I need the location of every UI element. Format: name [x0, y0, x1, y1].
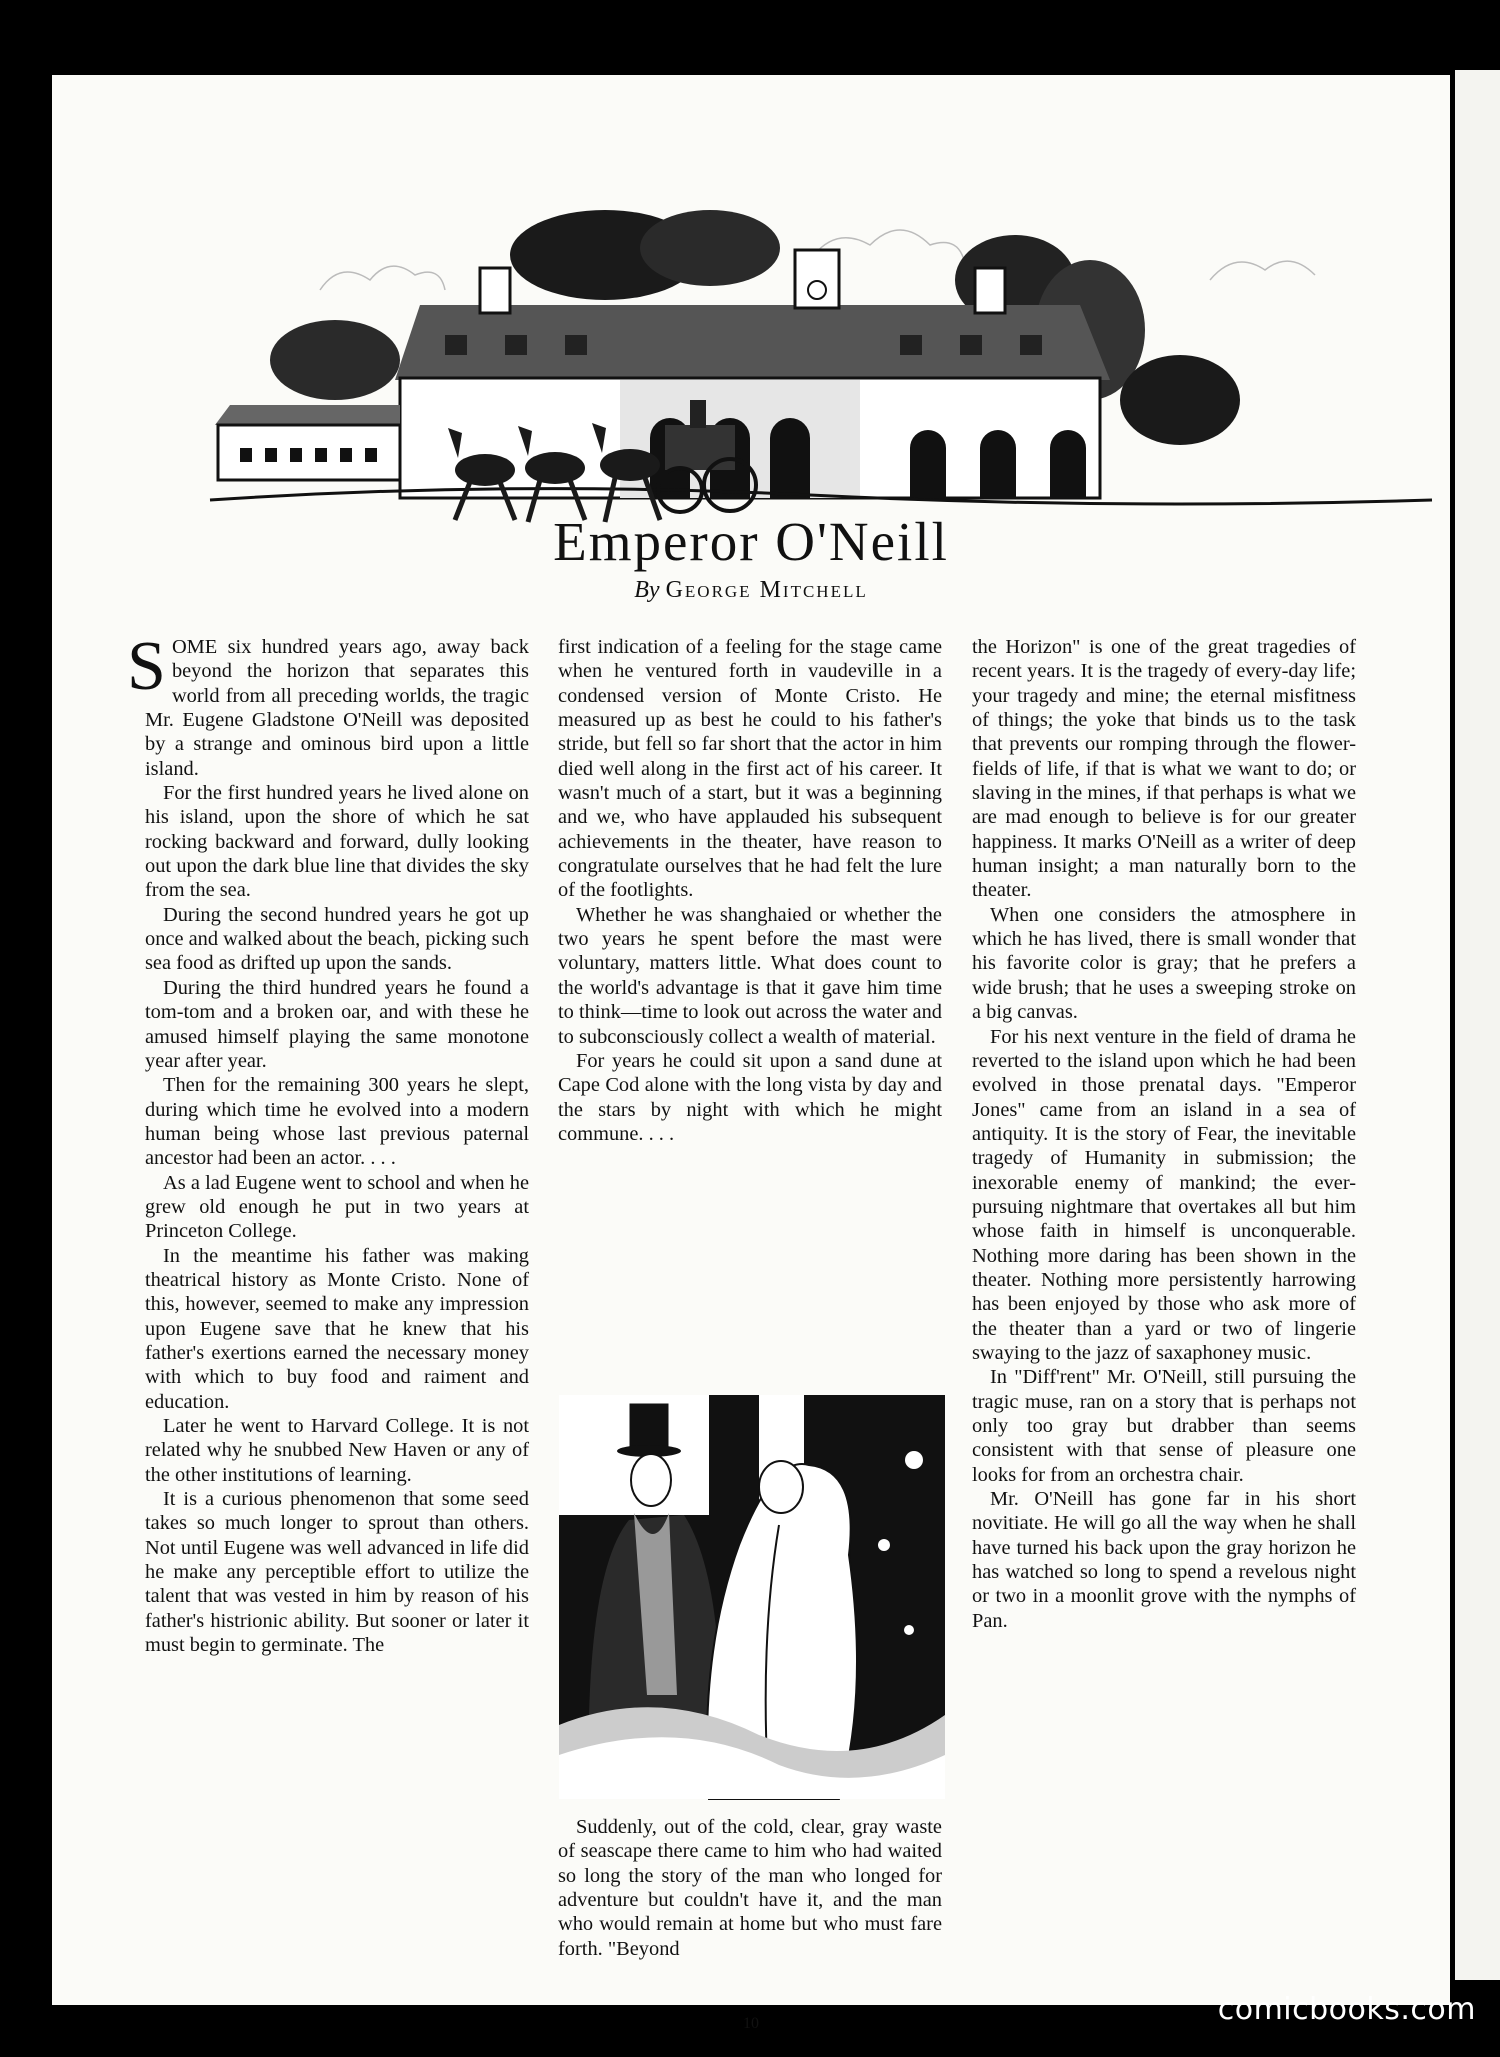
text-column-2-continued [558, 1815, 942, 1961]
tree-far-right-low [1120, 355, 1240, 445]
light-dot [878, 1539, 890, 1551]
paragraph: Whether he was shanghaied or whether the two years he spent before the mast were voluntary, matters little. What does count to the world's advantage is that it gave him time to think—time to look out across the water and to subconsciously collect a wealth of material. [558, 903, 942, 1048]
carriage-driver [690, 400, 706, 428]
paragraph: In the meantime his father was making theatrical history as Monte Cristo. None of this, however, seemed to make any impression upon Eugene save that he knew that his father's exertions earned the necessary money with which to buy food and raiment and education. [145, 1244, 529, 1413]
drop-cap: S [127, 628, 166, 705]
light-dot [905, 1451, 923, 1469]
paragraph: first indication of a feeling for the stage came when he ventured forth in vaudeville in a condensed version of Monte Cristo. He measured up as best he could to his father's stride, but fell so far short that the actor in him died well along in the first act of his career. It wasn't much of a start, but it was a beginning and we, who have applauded his subsequent achievements in the theater, have reason to congratulate ourselves that he had felt the lure of the footlights. [558, 636, 942, 902]
text-column-3 [972, 635, 1356, 1633]
paragraph: In "Diff'rent" Mr. O'Neill, still pursuing the tragic muse, ran on a story that is perhaps not only too gray but drabber than seems consistent with that sense of pleasure one looks for from an orchestra chair. [972, 1366, 1356, 1486]
byline-author: George Mitchell [665, 577, 868, 603]
paragraph: It is a curious phenomenon that some seed takes so much longer to sprout than others. Not until Eugene was well advanced in life did he make any perceptible effort to utilize the talent that was vested in him by reason of his father's histrionic ability. But sooner or later it must begin to germinate. The [145, 1488, 529, 1657]
paragraph: For years he could sit upon a sand dune at Cape Cod alone with the long vista by day and the stars by night with which he might commune. . . . [558, 1049, 942, 1145]
byline [52, 577, 1450, 604]
paragraph: For his next venture in the field of drama he reverted to the island upon which he had been evolved in those prenatal days. "Emperor Jones" came from an island in a sea of antiquity. It is the story of Fear, the inevitable tragedy of Humanity in submission; the inexorable enemy of mankind; the ever-pursuing nightmare that overtakes all but him whose faith in himself is unconquerable. Nothing more daring has been shown in the theater. Nothing more persistently harrowing has been enjoyed by those who ask more of the theater than a yard or two of lingerie swaying to the jazz of saxaphoney music. [972, 1025, 1356, 1364]
light-dot [904, 1625, 914, 1635]
tree-left [270, 320, 400, 400]
woman-face [759, 1461, 803, 1513]
paragraph: Then for the remaining 300 years he slept, during which time he evolved into a modern human being whose last previous paternal ancestor had been an actor. . . . [145, 1074, 529, 1170]
chimney-left [480, 268, 510, 313]
paragraph: When one considers the atmosphere in which he has lived, there is small wonder that his favorite color is gray; that he prefers a wide brush; that he uses a sweeping stroke on a big canvas. [972, 903, 1356, 1024]
main-roof [395, 305, 1110, 380]
tree-center [640, 210, 780, 286]
inset-illustration [559, 1395, 945, 1799]
paragraph: Later he went to Harvard College. It is not related why he snubbed New Haven or any of the other institutions of learning. [145, 1415, 529, 1486]
paragraph: Mr. O'Neill has gone far in his short novitiate. He will go all the way when he shall have turned his back upon the gray horizon he has watched so long to spend a revelous night or two in a moonlit grove with the nymphs of Pan. [972, 1488, 1356, 1632]
paragraph: the Horizon" is one of the great tragedies of recent years. It is the tragedy of every-day life; your tragedy and mine; the eternal misfitness of things; the yoke that binds us to the task that prevents our romping through the flower-fields of life, if that is what we want to do; or slaving in the mines, if that perhaps is what we are mad enough to believe is for our greater happiness. It marks O'Neill as a writer of deep human insight; a man naturally born to the theater. [972, 636, 1356, 902]
clock-face [808, 281, 826, 299]
chimney-right [975, 268, 1005, 313]
paragraph: Suddenly, out of the cold, clear, gray waste of seascape there came to him who had waited so long the story of the man who longed for adventure but couldn't have it, and the man who would remain at home but who must fare forth. "Beyond [558, 1816, 942, 1960]
paragraph: As a lad Eugene went to school and when he grew old enough he put in two years at Princeton College. [145, 1171, 529, 1243]
man-face [631, 1454, 671, 1506]
adjacent-page-edge [1455, 70, 1500, 1980]
carriage-body [665, 425, 735, 470]
article-title: Emperor O'Neill [553, 511, 949, 572]
header-illustration [210, 210, 1432, 535]
paragraph: SOME six hundred years ago, away back beyond the horizon that separates this world from all preceding worlds, the tragic Mr. Eugene Gladstone O'Neill was deposited by a strange and ominous bird upon a little island. [127, 628, 529, 780]
text-column-2 [558, 635, 942, 1146]
top-hat [629, 1403, 669, 1451]
text-column-1 [127, 628, 529, 1657]
left-wing-roof [215, 405, 400, 425]
page-number: 10 [743, 2015, 759, 2032]
paragraph: During the second hundred years he got up once and walked about the beach, picking such sea food as drifted up upon the sands. [145, 903, 529, 975]
paragraph: During the third hundred years he found a tom-tom and a broken oar, and with these he amused himself playing the same monotone year after year. [145, 976, 529, 1072]
watermark: comicbooks.com [1217, 1992, 1476, 2027]
byline-prefix: By [634, 577, 660, 603]
paragraph: For the first hundred years he lived alone on his island, upon the shore of which he sat rocking backward and forward, dully looking out upon the dark blue line that divides the sky from the sea. [145, 782, 529, 902]
